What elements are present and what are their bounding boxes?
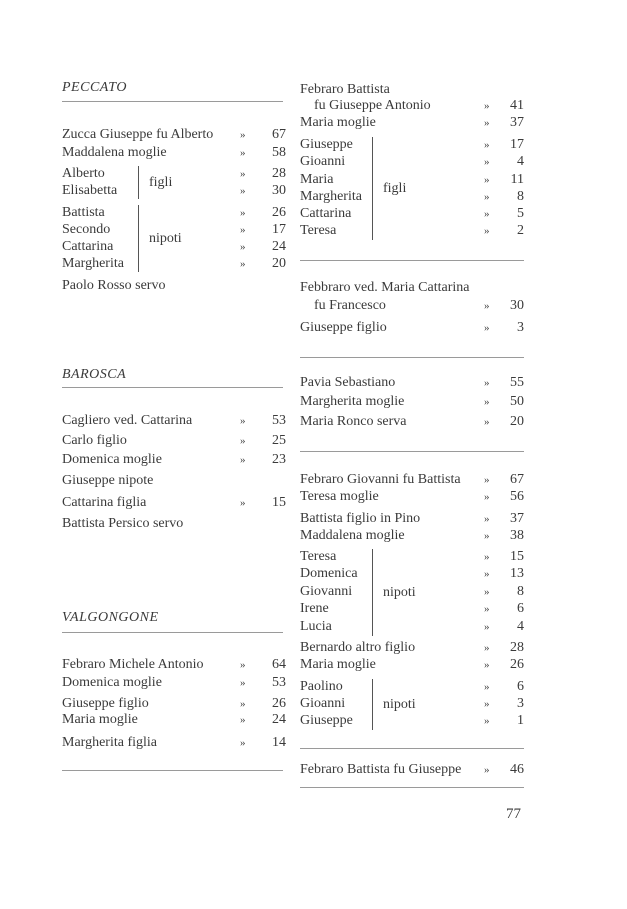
entry-name: Teresa [300, 549, 337, 564]
ditto-mark: » [484, 698, 490, 710]
entry-age: 14 [272, 735, 286, 750]
entry-age: 64 [272, 657, 286, 672]
entry-age: 28 [272, 166, 286, 181]
ditto-mark: » [484, 416, 490, 428]
entry-name: Secondo [62, 222, 111, 237]
ditto-mark: » [240, 677, 246, 689]
entry-age: 30 [510, 298, 524, 313]
ditto-mark: » [484, 322, 490, 334]
entry-age: 4 [517, 619, 524, 634]
ditto-mark: » [484, 715, 490, 727]
entry-age: 55 [510, 375, 524, 390]
entry-name: fu Giuseppe Antonio [314, 98, 431, 113]
ditto-mark: » [484, 764, 490, 776]
entry-name: Maria [300, 172, 334, 187]
ditto-mark: » [240, 224, 246, 236]
entry-name: Giovanni [300, 584, 353, 599]
entry-name: Febraro Battista fu Giuseppe [300, 762, 462, 777]
entry-name: Maria moglie [300, 115, 376, 130]
ditto-mark: » [484, 474, 490, 486]
divider-rule [300, 260, 524, 261]
group-label: nipoti [149, 230, 182, 246]
divider-rule [62, 387, 283, 388]
entry-age: 67 [510, 472, 524, 487]
entry-name: Paolo Rosso servo [62, 278, 166, 293]
section-title: VALGONGONE [62, 610, 159, 625]
entry-age: 53 [272, 675, 286, 690]
entry-age: 17 [272, 222, 286, 237]
ditto-mark: » [484, 603, 490, 615]
ditto-mark: » [240, 147, 246, 159]
entry-age: 38 [510, 528, 524, 543]
ditto-mark: » [484, 156, 490, 168]
entry-name: Febbraro ved. Maria Cattarina [300, 280, 470, 295]
divider-rule [300, 451, 524, 452]
entry-name: Maddalena moglie [300, 528, 405, 543]
ditto-mark: » [484, 300, 490, 312]
divider-rule [62, 632, 283, 633]
entry-name: Maria Ronco serva [300, 414, 407, 429]
ditto-mark: » [484, 530, 490, 542]
entry-age: 8 [517, 189, 524, 204]
ditto-mark: » [484, 568, 490, 580]
entry-age: 26 [272, 696, 286, 711]
entry-name: Domenica moglie [62, 452, 162, 467]
entry-age: 20 [510, 414, 524, 429]
ditto-mark: » [240, 258, 246, 270]
entry-age: 6 [517, 679, 524, 694]
entry-name: Teresa [300, 223, 337, 238]
ditto-mark: » [240, 241, 246, 253]
ditto-mark: » [484, 377, 490, 389]
ditto-mark: » [240, 497, 246, 509]
entry-name: Margherita [62, 256, 124, 271]
entry-age: 46 [510, 762, 524, 777]
entry-age: 23 [272, 452, 286, 467]
divider-rule [300, 357, 524, 358]
entry-name: Giuseppe figlio [300, 320, 387, 335]
ditto-mark: » [240, 698, 246, 710]
entry-age: 41 [510, 98, 524, 113]
ditto-mark: » [484, 491, 490, 503]
entry-name: Febraro Michele Antonio [62, 657, 204, 672]
ditto-mark: » [240, 659, 246, 671]
entry-name: Bernardo altro figlio [300, 640, 416, 655]
entry-name: Alberto [62, 166, 105, 181]
ditto-mark: » [484, 642, 490, 654]
entry-name: Paolino [300, 679, 343, 694]
ditto-mark: » [240, 737, 246, 749]
ditto-mark: » [484, 659, 490, 671]
entry-age: 24 [272, 712, 286, 727]
entry-name: Gioanni [300, 154, 346, 169]
entry-age: 30 [272, 183, 286, 198]
group-bracket [372, 137, 373, 240]
entry-age: 26 [510, 657, 524, 672]
entry-name: Margherita figlia [62, 735, 157, 750]
divider-rule [300, 787, 524, 788]
entry-age: 53 [272, 413, 286, 428]
entry-name: Battista figlio in Pino [300, 511, 421, 526]
entry-name: Cattarina figlia [62, 495, 147, 510]
ditto-mark: » [484, 551, 490, 563]
divider-rule [300, 748, 524, 749]
entry-age: 4 [517, 154, 524, 169]
entry-age: 13 [510, 566, 524, 581]
entry-age: 20 [272, 256, 286, 271]
entry-name: Giuseppe figlio [62, 696, 149, 711]
ditto-mark: » [240, 415, 246, 427]
entry-age: 56 [510, 489, 524, 504]
entry-name: Elisabetta [62, 183, 118, 198]
entry-age: 58 [272, 145, 286, 160]
entry-age: 37 [510, 511, 524, 526]
entry-age: 2 [517, 223, 524, 238]
entry-name: Carlo figlio [62, 433, 127, 448]
entry-name: fu Francesco [314, 298, 386, 313]
ditto-mark: » [240, 714, 246, 726]
ditto-mark: » [484, 139, 490, 151]
ditto-mark: » [240, 207, 246, 219]
entry-name: Margherita moglie [300, 394, 405, 409]
group-label: nipoti [383, 696, 416, 712]
entry-name: Irene [300, 601, 329, 616]
entry-name: Battista [62, 205, 105, 220]
entry-age: 28 [510, 640, 524, 655]
section-title: BAROSCA [62, 367, 127, 382]
group-label: figli [149, 174, 173, 190]
entry-name: Febraro Giovanni fu Battista [300, 472, 461, 487]
entry-age: 24 [272, 239, 286, 254]
divider-rule [62, 101, 283, 102]
entry-name: Lucia [300, 619, 332, 634]
page-number: 77 [506, 806, 521, 822]
ditto-mark: » [240, 454, 246, 466]
ditto-mark: » [484, 396, 490, 408]
entry-name: Maria moglie [62, 712, 138, 727]
entry-name: Domenica [300, 566, 358, 581]
ditto-mark: » [484, 100, 490, 112]
ditto-mark: » [484, 586, 490, 598]
entry-age: 5 [517, 206, 524, 221]
entry-age: 6 [517, 601, 524, 616]
entry-name: Teresa moglie [300, 489, 379, 504]
entry-name: Giuseppe nipote [62, 473, 154, 488]
entry-age: 50 [510, 394, 524, 409]
entry-age: 8 [517, 584, 524, 599]
entry-name: Cattarina [300, 206, 352, 221]
section-title: PECCATO [62, 80, 127, 95]
entry-age: 1 [517, 713, 524, 728]
ditto-mark: » [240, 129, 246, 141]
group-label: figli [383, 180, 407, 196]
entry-name: Battista Persico servo [62, 516, 184, 531]
ditto-mark: » [484, 513, 490, 525]
entry-age: 15 [510, 549, 524, 564]
ditto-mark: » [484, 117, 490, 129]
group-bracket [372, 679, 373, 730]
entry-name: Giuseppe [300, 137, 353, 152]
entry-name: Febraro Battista [300, 82, 390, 97]
ditto-mark: » [240, 185, 246, 197]
ditto-mark: » [484, 208, 490, 220]
group-label: nipoti [383, 584, 416, 600]
ditto-mark: » [484, 681, 490, 693]
entry-age: 26 [272, 205, 286, 220]
entry-age: 3 [517, 696, 524, 711]
group-bracket [138, 205, 139, 272]
entry-name: Cattarina [62, 239, 114, 254]
entry-name: Maddalena moglie [62, 145, 167, 160]
ditto-mark: » [484, 225, 490, 237]
entry-age: 37 [510, 115, 524, 130]
entry-name: Zucca Giuseppe fu Alberto [62, 127, 214, 142]
entry-name: Maria moglie [300, 657, 376, 672]
entry-name: Domenica moglie [62, 675, 162, 690]
ditto-mark: » [484, 621, 490, 633]
entry-name: Cagliero ved. Cattarina [62, 413, 193, 428]
entry-age: 25 [272, 433, 286, 448]
ditto-mark: » [240, 435, 246, 447]
entry-age: 15 [272, 495, 286, 510]
entry-age: 11 [510, 172, 524, 187]
group-bracket [372, 549, 373, 636]
group-bracket [138, 166, 139, 199]
entry-name: Gioanni [300, 696, 346, 711]
ditto-mark: » [484, 191, 490, 203]
entry-age: 17 [510, 137, 524, 152]
entry-name: Pavia Sebastiano [300, 375, 396, 390]
entry-age: 3 [517, 320, 524, 335]
divider-rule [62, 770, 283, 771]
ditto-mark: » [240, 168, 246, 180]
entry-name: Margherita [300, 189, 362, 204]
entry-name: Giuseppe [300, 713, 353, 728]
ditto-mark: » [484, 174, 490, 186]
entry-age: 67 [272, 127, 286, 142]
